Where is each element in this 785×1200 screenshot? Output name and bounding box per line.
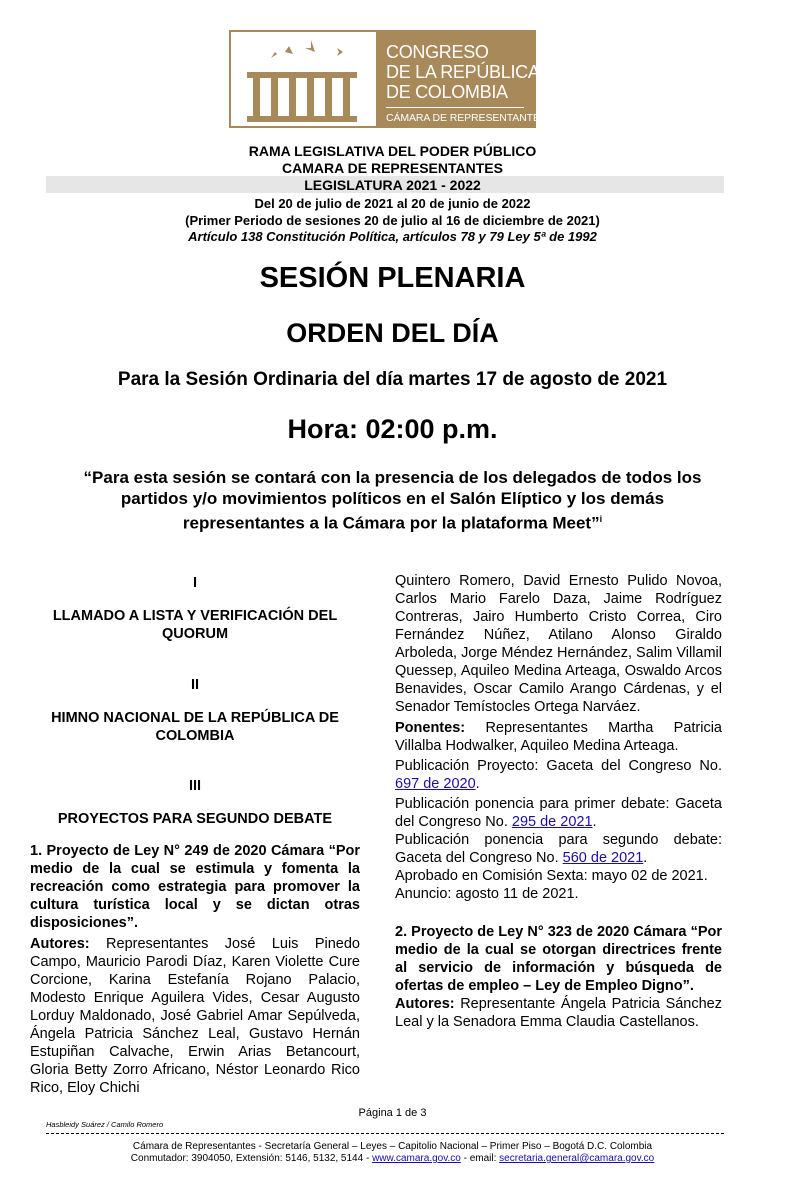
footer-website-link[interactable]: www.camara.gov.co [372,1153,461,1164]
bill-1-authors-text: Representantes José Luis Pinedo Campo, Mauricio Parodi Díaz, Karen Violette Cure Corcione, Karina Estefanía Rojano Palacio, Modesto Enrique Aguilera Vides, Cesar Augusto Lorduy Maldonado, José Gabriel Amar Sepúlveda, Ángela Patricia Sánchez Leal, Gustavo Hernán Estupiñan Calvache, Erwin Arias Betancourt, Gloria Betty Zorro Africano, Néstor Leonardo Rico Rico, Eloy Chichi [30,936,360,1096]
session-date: Para la Sesión Ordinaria del día martes 17 de agosto de 2021 [117,369,668,390]
header-chamber: CAMARA DE REPRESENTANTES [282,160,503,176]
capitol-emblem-icon [241,38,366,122]
bill-1-title: 1. Proyecto de Ley N° 249 de 2020 Cámara “Por medio de la cual se estimula y fomenta la recreación como estrategia para promover la cultura turística local y se dictan otras disposiciones”. [30,843,360,931]
header-legislatura: LEGISLATURA 2021 - 2022 [304,177,481,193]
presence-note-text: representantes a la Cámara por la plataforma Meet” [182,513,600,533]
section-number-ii: II [190,677,200,693]
endnote-marker[interactable]: i [599,514,603,524]
gaceta-697-link[interactable]: 697 de 2020 [395,776,476,792]
presence-note-line-2: partidos y/o movimientos políticos en el Salón Elíptico y los demás [120,489,665,508]
gaceta-295-link[interactable]: 295 de 2021 [511,814,593,830]
bill-1-announcement: Anuncio: agosto 11 de 2021. [395,886,579,902]
congreso-logo [229,30,547,128]
header-period: Del 20 de julio de 2021 al 20 de junio de 2022 [254,196,531,211]
header-sessions: (Primer Periodo de sesiones 20 de julio al 16 de diciembre de 2021) [185,213,600,228]
bill-1-ponentes-text: Representantes Martha Patricia Villalba Hodwalker, Aquileo Medina Arteaga. [395,720,722,754]
footer-contact [0,1153,785,1165]
publication-project-text: Publicación Proyecto: Gaceta del Congreso No. [395,758,722,774]
logo-subtitle: CÁMARA DE REPRESENTANTES [386,107,524,124]
bill-1-authors-label: Autores: [30,936,90,952]
header-branch: RAMA LEGISLATIVA DEL PODER PÚBLICO [248,143,537,159]
presence-note-line-1: “Para esta sesión se contará con la presencia de los delegados de todos los [83,468,702,487]
bill-1-ponentes-label: Ponentes: [395,720,466,736]
presence-note [60,467,725,534]
bill-1-publication-second-debate: Publicación ponencia para segundo debate: Gaceta del Congreso No. 560 de 2021. [395,832,722,866]
logo-line-2: DE LA REPÚBLICA [386,62,540,82]
footer-initials: Hasbleidy Suárez / Camilo Romero [46,1120,164,1129]
footer-email-link[interactable]: secretaria.general@camara.gov.co [499,1153,655,1164]
footer-divider [46,1133,724,1134]
bill-1-approved: Aprobado en Comisión Sexta: mayo 02 de 2021. [395,868,708,884]
bill-1-publication-first-debate: Publicación ponencia para primer debate: Gaceta del Congreso No. 295 de 2021. [395,796,722,830]
section-title-anthem: HIMNO NACIONAL DE LA REPÚBLICA DE COLOMBIA [51,710,339,744]
header-articles: Artículo 138 Constitución Política, artículos 78 y 79 Ley 5ª de 1992 [188,229,597,244]
order-title: ORDEN DEL DÍA [286,318,499,348]
footer-phone: Conmutador: 3904050, Extensión: 5146, 5132, 5144 - [130,1153,373,1164]
bill-2-authors-label: Autores: [395,996,455,1012]
publication-second-text: Publicación ponencia para segundo debate: Gaceta del Congreso No. [395,832,722,866]
bill-2-authors [395,995,722,1031]
bill-1-ponentes [395,719,722,755]
logo-line-3: DE COLOMBIA [386,82,508,102]
right-column [395,572,722,1031]
section-title-second-debate: PROYECTOS PARA SEGUNDO DEBATE [57,811,333,827]
bill-1-authors-continued: Quintero Romero, David Ernesto Pulido Novoa, Carlos Mario Farelo Daza, Jaime Rodríguez Contreras, Jairo Humberto Cristo Correa, Ciro Fernández Núñez, Atilano Alonso Giraldo Arboleda, Jorge Méndez Hernández, Salim Villamil Quessep, Aquileo Medina Arteaga, Oswaldo Arcos Benavides, Oscar Camilo Arango Cárdenas, y el Senador Temístocles Ortega Narváez. [395,573,722,715]
section-title-roll-call: LLAMADO A LISTA Y VERIFICACIÓN DEL QUORUM [52,608,338,642]
bill-2-title: 2. Proyecto de Ley N° 323 de 2020 Cámara “Por medio de la cual se otorgan directrices frente al servicio de información y búsqueda de ofertas de empleo – Ley de Empleo Digno”. [395,924,722,994]
logo-line-1: CONGRESO [386,42,489,62]
publication-first-text: Publicación ponencia para primer debate: Gaceta del Congreso No. [395,796,722,830]
section-number-iii: III [188,778,202,794]
bill-1-authors [30,935,360,1097]
left-column [30,572,360,1097]
page-number: Página 1 de 3 [358,1107,427,1119]
logo-text-panel [376,32,547,126]
presence-note-line-3 [60,509,725,534]
bill-1-publication-project: Publicación Proyecto: Gaceta del Congreso No. 697 de 2020. [395,758,722,792]
footer-address: Cámara de Representantes - Secretaría General – Leyes – Capitolio Nacional – Primer Piso – Bogotá D.C. Colombia [132,1141,653,1152]
session-title: SESIÓN PLENARIA [259,262,526,294]
session-time: Hora: 02:00 p.m. [287,414,498,444]
section-number-i: I [192,575,198,591]
bill-2-authors-text: Representante Ángela Patricia Sánchez Leal y la Senadora Emma Claudia Castellanos. [395,996,722,1030]
gaceta-560-link[interactable]: 560 de 2021 [562,850,644,866]
footer-email-prefix: - email: [460,1153,500,1164]
